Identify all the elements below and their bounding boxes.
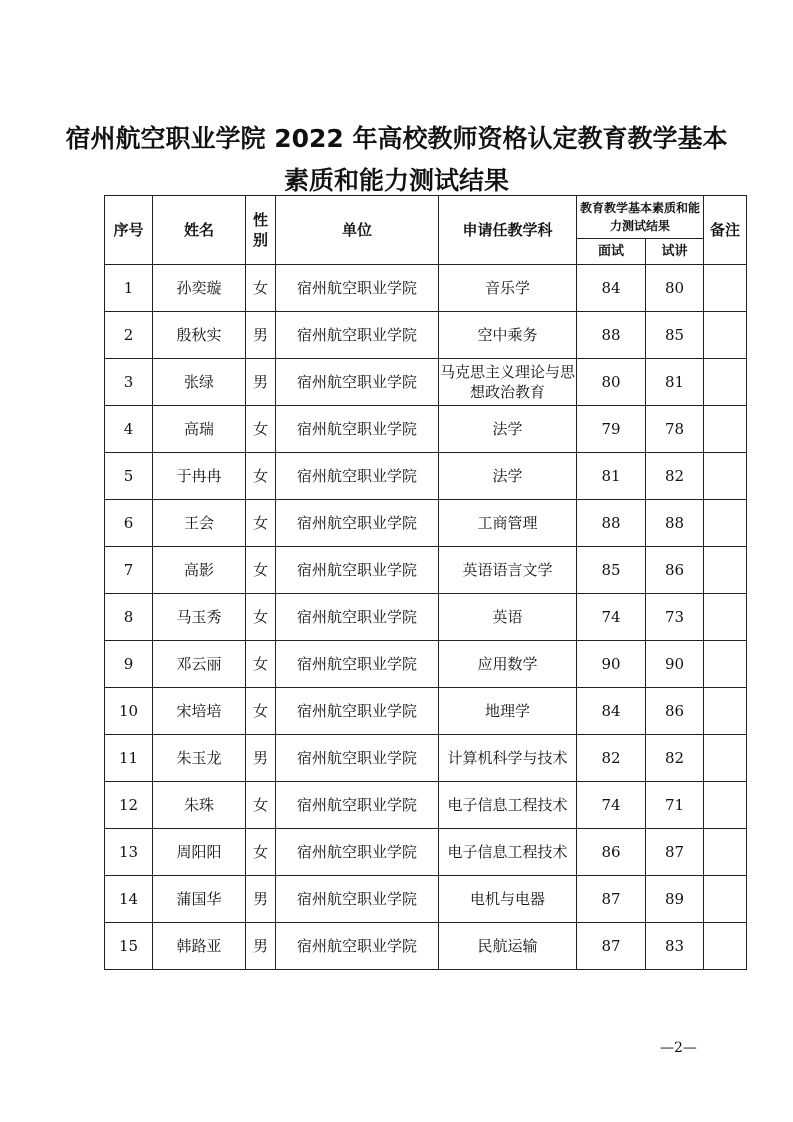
cell-interview: 87 bbox=[577, 876, 646, 923]
cell-interview: 84 bbox=[577, 688, 646, 735]
header-seq: 序号 bbox=[105, 196, 153, 265]
table-row bbox=[105, 876, 747, 923]
cell-lecture: 89 bbox=[646, 876, 704, 923]
cell-seq: 2 bbox=[105, 312, 153, 359]
cell-remarks bbox=[704, 876, 747, 923]
cell-remarks bbox=[704, 594, 747, 641]
cell-gender: 女 bbox=[246, 829, 276, 876]
table-row bbox=[105, 312, 747, 359]
cell-name: 邓云丽 bbox=[153, 641, 246, 688]
cell-gender: 男 bbox=[246, 359, 276, 406]
header-lecture: 试讲 bbox=[646, 239, 704, 265]
cell-name: 张绿 bbox=[153, 359, 246, 406]
cell-seq: 10 bbox=[105, 688, 153, 735]
cell-name: 高瑞 bbox=[153, 406, 246, 453]
cell-name: 韩路亚 bbox=[153, 923, 246, 970]
cell-unit: 宿州航空职业学院 bbox=[276, 829, 439, 876]
cell-seq: 14 bbox=[105, 876, 153, 923]
cell-unit: 宿州航空职业学院 bbox=[276, 453, 439, 500]
cell-name: 马玉秀 bbox=[153, 594, 246, 641]
cell-gender: 女 bbox=[246, 265, 276, 312]
cell-gender: 男 bbox=[246, 876, 276, 923]
cell-unit: 宿州航空职业学院 bbox=[276, 594, 439, 641]
cell-unit: 宿州航空职业学院 bbox=[276, 782, 439, 829]
table-row bbox=[105, 735, 747, 782]
cell-seq: 4 bbox=[105, 406, 153, 453]
cell-interview: 80 bbox=[577, 359, 646, 406]
cell-unit: 宿州航空职业学院 bbox=[276, 688, 439, 735]
cell-lecture: 87 bbox=[646, 829, 704, 876]
cell-remarks bbox=[704, 641, 747, 688]
page-number: —2— bbox=[660, 1040, 697, 1056]
cell-interview: 74 bbox=[577, 594, 646, 641]
header-result-group: 教育教学基本素质和能力测试结果 bbox=[577, 196, 704, 239]
table-header-row bbox=[105, 196, 747, 239]
cell-lecture: 82 bbox=[646, 735, 704, 782]
cell-name: 周阳阳 bbox=[153, 829, 246, 876]
cell-seq: 12 bbox=[105, 782, 153, 829]
cell-gender: 女 bbox=[246, 641, 276, 688]
table-row bbox=[105, 594, 747, 641]
cell-gender: 女 bbox=[246, 594, 276, 641]
cell-name: 宋培培 bbox=[153, 688, 246, 735]
table-row bbox=[105, 641, 747, 688]
header-unit: 单位 bbox=[276, 196, 439, 265]
header-subject: 申请任教学科 bbox=[439, 196, 577, 265]
cell-unit: 宿州航空职业学院 bbox=[276, 876, 439, 923]
cell-unit: 宿州航空职业学院 bbox=[276, 406, 439, 453]
cell-subject: 工商管理 bbox=[439, 500, 577, 547]
cell-lecture: 90 bbox=[646, 641, 704, 688]
cell-name: 蒲国华 bbox=[153, 876, 246, 923]
cell-gender: 女 bbox=[246, 406, 276, 453]
cell-gender: 女 bbox=[246, 782, 276, 829]
cell-subject: 英语语言文学 bbox=[439, 547, 577, 594]
cell-gender: 女 bbox=[246, 500, 276, 547]
cell-remarks bbox=[704, 782, 747, 829]
cell-remarks bbox=[704, 359, 747, 406]
cell-seq: 13 bbox=[105, 829, 153, 876]
cell-interview: 88 bbox=[577, 500, 646, 547]
cell-name: 于冉冉 bbox=[153, 453, 246, 500]
cell-lecture: 73 bbox=[646, 594, 704, 641]
cell-remarks bbox=[704, 500, 747, 547]
cell-gender: 女 bbox=[246, 688, 276, 735]
cell-seq: 8 bbox=[105, 594, 153, 641]
cell-subject: 空中乘务 bbox=[439, 312, 577, 359]
cell-name: 朱玉龙 bbox=[153, 735, 246, 782]
table-row bbox=[105, 923, 747, 970]
cell-unit: 宿州航空职业学院 bbox=[276, 359, 439, 406]
cell-subject: 法学 bbox=[439, 406, 577, 453]
cell-seq: 15 bbox=[105, 923, 153, 970]
cell-name: 殷秋实 bbox=[153, 312, 246, 359]
cell-gender: 男 bbox=[246, 735, 276, 782]
table-row bbox=[105, 500, 747, 547]
table-row bbox=[105, 406, 747, 453]
cell-subject: 马克思主义理论与思想政治教育 bbox=[439, 359, 577, 406]
cell-interview: 82 bbox=[577, 735, 646, 782]
cell-lecture: 88 bbox=[646, 500, 704, 547]
table-body bbox=[105, 265, 747, 970]
table-row bbox=[105, 453, 747, 500]
cell-interview: 87 bbox=[577, 923, 646, 970]
cell-subject: 英语 bbox=[439, 594, 577, 641]
cell-interview: 74 bbox=[577, 782, 646, 829]
table-row bbox=[105, 359, 747, 406]
cell-subject: 民航运输 bbox=[439, 923, 577, 970]
cell-gender: 女 bbox=[246, 453, 276, 500]
cell-name: 高影 bbox=[153, 547, 246, 594]
cell-interview: 88 bbox=[577, 312, 646, 359]
table-row bbox=[105, 782, 747, 829]
cell-gender: 男 bbox=[246, 312, 276, 359]
cell-lecture: 83 bbox=[646, 923, 704, 970]
cell-subject: 法学 bbox=[439, 453, 577, 500]
cell-seq: 9 bbox=[105, 641, 153, 688]
cell-lecture: 86 bbox=[646, 688, 704, 735]
cell-name: 孙奕璇 bbox=[153, 265, 246, 312]
cell-seq: 3 bbox=[105, 359, 153, 406]
table-row bbox=[105, 688, 747, 735]
document-title-line-2: 素质和能力测试结果 bbox=[283, 166, 509, 195]
cell-interview: 79 bbox=[577, 406, 646, 453]
cell-name: 王会 bbox=[153, 500, 246, 547]
cell-interview: 86 bbox=[577, 829, 646, 876]
cell-seq: 1 bbox=[105, 265, 153, 312]
header-gender: 性别 bbox=[246, 196, 276, 265]
header-name: 姓名 bbox=[153, 196, 246, 265]
results-table bbox=[104, 195, 747, 970]
cell-unit: 宿州航空职业学院 bbox=[276, 641, 439, 688]
cell-lecture: 80 bbox=[646, 265, 704, 312]
cell-unit: 宿州航空职业学院 bbox=[276, 923, 439, 970]
cell-lecture: 78 bbox=[646, 406, 704, 453]
header-interview: 面试 bbox=[577, 239, 646, 265]
cell-gender: 女 bbox=[246, 547, 276, 594]
table-row bbox=[105, 829, 747, 876]
cell-unit: 宿州航空职业学院 bbox=[276, 500, 439, 547]
cell-unit: 宿州航空职业学院 bbox=[276, 265, 439, 312]
cell-name: 朱珠 bbox=[153, 782, 246, 829]
cell-interview: 84 bbox=[577, 265, 646, 312]
document-title-line-1: 宿州航空职业学院 2022 年高校教师资格认定教育教学基本 bbox=[65, 124, 728, 153]
cell-subject: 电子信息工程技术 bbox=[439, 829, 577, 876]
cell-interview: 90 bbox=[577, 641, 646, 688]
cell-seq: 6 bbox=[105, 500, 153, 547]
cell-subject: 地理学 bbox=[439, 688, 577, 735]
table-row bbox=[105, 547, 747, 594]
cell-subject: 计算机科学与技术 bbox=[439, 735, 577, 782]
cell-seq: 11 bbox=[105, 735, 153, 782]
cell-subject: 应用数学 bbox=[439, 641, 577, 688]
cell-unit: 宿州航空职业学院 bbox=[276, 312, 439, 359]
cell-remarks bbox=[704, 688, 747, 735]
cell-remarks bbox=[704, 923, 747, 970]
cell-seq: 7 bbox=[105, 547, 153, 594]
cell-unit: 宿州航空职业学院 bbox=[276, 735, 439, 782]
cell-subject: 电机与电器 bbox=[439, 876, 577, 923]
table-row bbox=[105, 265, 747, 312]
cell-remarks bbox=[704, 547, 747, 594]
cell-lecture: 86 bbox=[646, 547, 704, 594]
cell-remarks bbox=[704, 265, 747, 312]
cell-lecture: 81 bbox=[646, 359, 704, 406]
cell-interview: 85 bbox=[577, 547, 646, 594]
cell-seq: 5 bbox=[105, 453, 153, 500]
cell-remarks bbox=[704, 406, 747, 453]
cell-lecture: 82 bbox=[646, 453, 704, 500]
cell-subject: 电子信息工程技术 bbox=[439, 782, 577, 829]
header-remarks: 备注 bbox=[704, 196, 747, 265]
cell-remarks bbox=[704, 735, 747, 782]
cell-remarks bbox=[704, 829, 747, 876]
cell-lecture: 85 bbox=[646, 312, 704, 359]
cell-remarks bbox=[704, 312, 747, 359]
cell-gender: 男 bbox=[246, 923, 276, 970]
cell-unit: 宿州航空职业学院 bbox=[276, 547, 439, 594]
cell-remarks bbox=[704, 453, 747, 500]
cell-lecture: 71 bbox=[646, 782, 704, 829]
cell-interview: 81 bbox=[577, 453, 646, 500]
cell-subject: 音乐学 bbox=[439, 265, 577, 312]
